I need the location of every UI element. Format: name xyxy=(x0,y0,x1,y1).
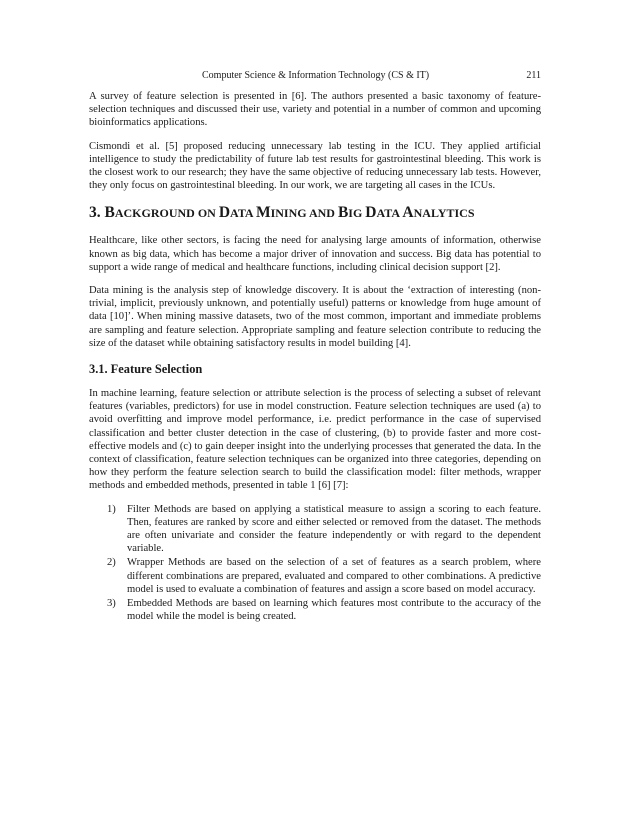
list-item xyxy=(107,503,541,556)
list-item-text: Embedded Methods are based on learning which features most contribute to the accuracy of the model while the model is being created. xyxy=(127,598,541,623)
heading-cap: A xyxy=(402,204,414,222)
heading-smallcaps: ACKGROUND ON xyxy=(114,206,219,221)
page-body xyxy=(89,90,541,625)
heading-cap: D xyxy=(365,204,377,222)
heading-cap: M xyxy=(255,204,271,222)
heading-smallcaps: NALYTICS xyxy=(413,206,475,221)
paragraph-survey: A survey of feature selection is presented in [6]. The authors presented a basic taxonomy of feature-selection techniques and discussed their use, variety and potential in a number of common and upcoming bioinformatics applications. xyxy=(89,91,541,129)
list-marker: 2) xyxy=(107,557,116,569)
section-3-heading xyxy=(89,204,541,222)
list-marker: 3) xyxy=(107,598,116,610)
list-marker: 1) xyxy=(107,503,116,515)
list-item-text: Wrapper Methods are based on the selection of a set of features as a search problem, where different combinations are prepared, evaluated and compared to other combinations. A predictive model is used to evaluate a combination of features and assign a score based on model accuracy. xyxy=(127,557,541,595)
paragraph-data-mining: Data mining is the analysis step of knowledge discovery. It is about the ‘extraction of interesting (non-trivial, implicit, previously unknown, and potentially useful) patterns or knowledge from huge amount of data [10]’. When mining massive datasets, two of the most common, important and immediate problems are sampling and feature selection. Appropriate sampling and feature selection contribute to reducing the size of the dataset while obtaining satisfactory results in model building [4]. xyxy=(89,285,541,349)
paragraph-feature-selection: In machine learning, feature selection or attribute selection is the process of selecting a subset of relevant features (variables, predictors) for use in model construction. Feature selection techniques are used (a) to avoid overfitting and improve model performance, i.e. predict performance in the case of supervised classification and better cluster detection in the case of clustering, (b) to provide faster and more cost-effective models and (c) to gain deeper insight into the underlying processes that generated the data. In the context of classification, feature selection techniques can be organized into three categories, depending on how they perform the feature selection search to build the classification model: filter methods, wrapper methods and embedded methods, presented in table 1 [6] [7]: xyxy=(89,388,541,492)
heading-smallcaps: INING AND xyxy=(270,206,338,221)
page-number: 211 xyxy=(526,70,541,81)
section-3-1-heading: 3.1. Feature Selection xyxy=(89,362,203,377)
heading-smallcaps: ATA xyxy=(376,206,403,221)
list-item xyxy=(107,597,541,623)
heading-cap: B xyxy=(337,204,349,222)
heading-smallcaps: IG xyxy=(348,206,366,221)
paragraph-healthcare: Healthcare, like other sectors, is facing the need for analysing large amounts of information, otherwise known as big data, which has become a major driver of innovation and success. Big data has potential to support a wide range of medical and healthcare functions, including clinical decision support [2]. xyxy=(89,235,541,273)
heading-cap: B xyxy=(104,204,115,222)
heading-smallcaps: ATA xyxy=(230,206,256,221)
journal-title: Computer Science & Information Technology (CS & IT) xyxy=(202,70,430,81)
heading-cap: D xyxy=(218,204,231,222)
list-item xyxy=(107,556,541,596)
methods-list xyxy=(89,503,541,624)
paragraph-cismondi: Cismondi et al. [5] proposed reducing unnecessary lab testing in the ICU. They applied artificial intelligence to study the predictability of future lab test results for gastrointestinal bleeding. This work is the closest work to our research; they have the same objective of reducing unnecessary lab tests. However, they only focus on gastrointestinal bleeding. In our work, we are targeting all cases in the ICUs. xyxy=(89,140,541,192)
section-3-number: 3. xyxy=(89,204,105,222)
list-item-text: Filter Methods are based on applying a statistical measure to assign a scoring to each feature. Then, features are ranked by score and either selected or removed from the dataset. The methods are often univariate and consider the feature independently or with regard to the dependent variable. xyxy=(127,503,541,555)
